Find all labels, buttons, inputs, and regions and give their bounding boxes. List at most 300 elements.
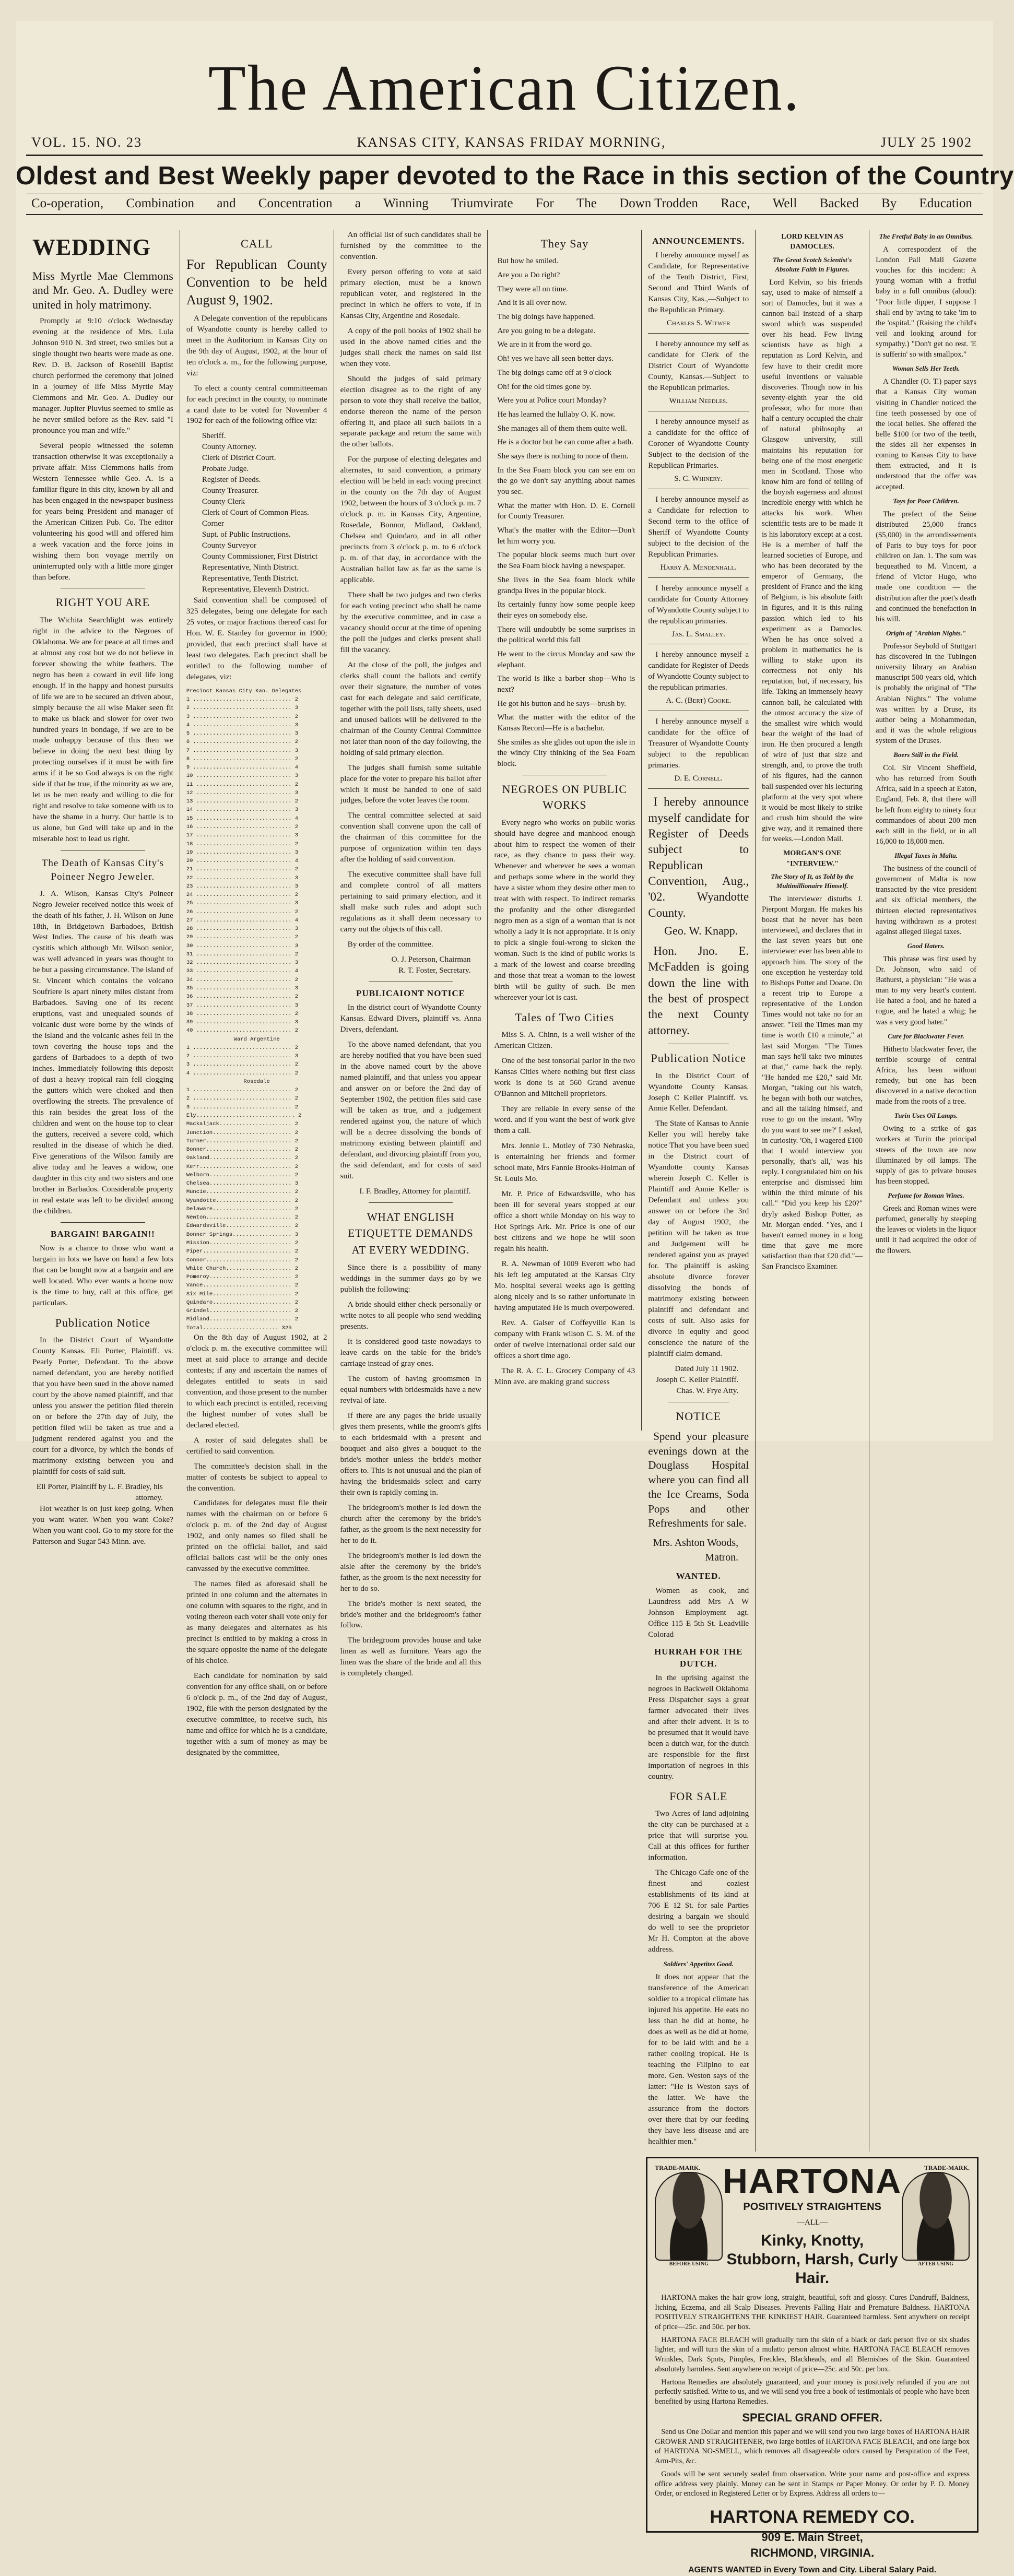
motto-word: Backed	[819, 196, 859, 210]
right-section	[642, 230, 983, 2574]
tally-row: 1 .............................. 2	[186, 1044, 299, 1051]
motto-word: The	[576, 196, 597, 210]
tally-row: Delaware........................ 2	[186, 1206, 299, 1212]
tally-row: 5 .............................. 3	[186, 730, 299, 737]
tally-row: 23 ............................. 3	[186, 883, 299, 890]
teeth-paragraph: A Chandler (O. T.) paper says that a Kansas City woman visiting in Chandler noticed the fine teeth possessed by one of the local belles. She offered the belle $100 for two of the teeth, the sides all her expenses in coming to Kansas City to have them extracted, and it is understood that the offer was accepted.	[876, 377, 977, 491]
tally-row: 12 ............................. 3	[186, 789, 299, 796]
wedding-headline: WEDDING	[32, 234, 151, 260]
tally-row: 31 ............................. 2	[186, 951, 299, 958]
chairman-signature: O. J. Peterson, Chairman	[391, 955, 471, 964]
ad-center	[723, 2161, 902, 2288]
office-list	[186, 431, 327, 595]
tally-row: 8 .............................. 2	[186, 755, 299, 762]
bargain-headline: BARGAIN! BARGAIN!!	[51, 1228, 155, 1239]
motto-word: Down Trodden	[619, 196, 698, 210]
they-say-line: He is a doctor but he can come after a bath.	[497, 438, 633, 447]
tally-total: Total....................... 325	[186, 1325, 292, 1331]
tally-row: Bonner.......................... 2	[186, 1147, 299, 1153]
announcement-name: A. C. (Bert) Cooke.	[666, 696, 732, 705]
publication-notice-headline: Publication Notice	[651, 1051, 746, 1065]
announcement	[648, 417, 749, 489]
announcement	[648, 250, 749, 334]
tally-row: 29 ............................. 2	[186, 934, 299, 941]
announcement-text: I hereby announce my self as candidate for Clerk of the District Court of Wyandotte County, Kansas.—Subject to the Republican primaries.	[648, 339, 749, 393]
issue-date: JULY 25 1902	[881, 135, 972, 150]
they-say-line: But how he smiled.	[497, 257, 559, 266]
tally-row: 15 ............................. 4	[186, 815, 299, 822]
call-lede: For Republican County Convention to be held August 9, 1902.	[186, 257, 327, 308]
announcements-headline: ANNOUNCEMENTS.	[652, 236, 745, 246]
trademark-label: TRADE-MARK.	[924, 2164, 970, 2171]
motto-word: Education	[919, 196, 972, 210]
motto-word: Well	[772, 196, 797, 210]
tales-paragraph: One of the best tonsorial parlor in the two Kansas Cities where nothing but first class work is done is at 560 Grand avenue O'Bannon and Mitchell proprietors.	[494, 1056, 635, 1098]
they-say-line: Are you a Do right?	[497, 271, 560, 280]
office-item: Corner	[202, 519, 224, 528]
tally-row: Newton.......................... 2	[186, 1214, 299, 1221]
announcement-list	[648, 250, 749, 789]
office-item: County Clerk	[202, 497, 245, 506]
tally-row: 2 .............................. 2	[186, 1095, 299, 1102]
tally-row: 39 ............................. 3	[186, 1019, 299, 1026]
hair-types: Kinky, Knotty, Stubborn, Harsh, Curly Hair.	[726, 2231, 898, 2287]
tally-row: 13 ............................. 2	[186, 798, 299, 805]
tally-row: 37 ............................. 3	[186, 1002, 299, 1009]
publication-dated: Dated July 11 1902.	[675, 1364, 739, 1373]
tales-paragraph: Mr. P. Price of Edwardsville, who has been ill for several years stopped at our office a short while Monday on his way to Hot Springs Ark. Mr. Price is one of our best citizens and we hope he will soon regain his health.	[494, 1189, 635, 1253]
boers-paragraph: Col. Sir Vincent Sheffield, who has returned from South Africa, said in a speech at Eaton, England, Feb. 8, that there will be left from eighty to ninety four commandoes of about 200 men each still in the field, or in all 16,000 to 18,000 men.	[876, 764, 977, 846]
call-paragraph: Candidates for delegates must file their names with the chairman on or before 6 o'clock p. m. of the 2nd day of August 1902, and only names so filed shall be printed on the official ballot, and said official ballots cast will be the only ones canvassed by the executive committee.	[186, 1498, 327, 1574]
tales-paragraph: Mrs. Jennie L. Motley of 730 Nebraska, is entertaining her friends and former school mate, Mrs Fannie Brooks-Holman of St. Louis Mo.	[494, 1141, 635, 1184]
they-say-line: What the matter with Hon. D. E. Cornell for County Treasurer.	[497, 501, 635, 521]
ad-body	[655, 2293, 970, 2502]
they-say-line: They were all on time.	[497, 285, 568, 293]
kelvin-paragraph: Lord Kelvin, so his friends say, used to make of himself a sort of Damocles, but it was a cannon ball instead of a sharp sword which was suspended over his head. Few living scientists have as high a reputation as Lord Kelvin, and few have to their credit more useful inventions or valuable discoveries. Though now in his seventy-eighth year the old professor, who for more than half a century occupied the chair of natural philosophy at Glasgow university, still maintains his reputation for being one of the most energetic men in Scotland. Those who know him are fond of telling of the boyish eagerness and almost incredible energy with which he attacks his work. When scientific tests are to be made it is his laboratory except at a cost. He is a member of half the learned societies of Europe, and who has been decorated by the emperor of Germany, the president of France and the king of Belgium, is his absolute faith in figures, and it is this ruling passion which led to his experiment as a Damocles. When he has once solved a problem in mathematics he is willing to stake upon its correctness not only his reputation, but, if necessary, his life. Taking an immensely heavy cannon ball, he calculated with the utmost accuracy the size of the smallest wire which would bear the weight of the load of iron. He then procured a length of wire of just that size and strength, and, to prove the truth of his figures, had the cannon ball suspended over his lecturing platform at the very spot where it would be most likely to strike and crush him should the wire give way, and it remained there for weeks.—London Mail.	[762, 278, 863, 844]
negroes-headline: NEGROES ON PUBLIC WORKS	[502, 782, 628, 812]
announcement-name: S. C. Whinery.	[674, 474, 723, 483]
office-item: County Attorney.	[202, 442, 257, 452]
motto-word: By	[881, 196, 897, 210]
ad-paragraph: HARTONA makes the hair grow long, straight, beautiful, soft and glossy. Cures Dandruff, Baldness, Itching, Eczema, and all Scalp Diseases. Prevents Falling Hair and Premature Baldness. HARTONA POSITIVELY STRAIGHTENS THE KINKIEST HAIR. Guaranteed harmless. Sent anywhere on receipt of price—25c. and 50c. per box.	[655, 2293, 970, 2331]
motto-word: Concentration	[258, 196, 333, 210]
ad-paragraph: Goods will be sent securely sealed from observation. Write your name and post-office and express office address very plainly. Money can be sent in Stamps or Paper Money. Or order by P. O. Money Order, or enclosed in Registered Letter or by Express. Address all orders to—	[655, 2469, 970, 2498]
right-you-are-headline: RIGHT YOU ARE	[55, 596, 150, 609]
tally-row: Oakland......................... 2	[186, 1155, 299, 1162]
call-continued-paragraph: An official list of such candidates shall be furnished by the committee to the convention.	[340, 230, 481, 261]
knapp-announcement	[648, 794, 749, 938]
column-4	[488, 230, 642, 1431]
tally-row: 22 ............................. 3	[186, 875, 299, 881]
they-say-line: She lives in the Sea foam block while grandpa lives in the popular block.	[497, 575, 635, 595]
portrait-before-icon: HARTONA	[655, 2172, 723, 2261]
tally-row: 7 .............................. 3	[186, 747, 299, 754]
call-paragraph: The names filed as aforesaid shall be printed in one column and the alternates in one column with squares to the right, and in voting thereon each voter shall vote only for as many delegates and alternates as his precinct is entitled to by making a cross in the square opposite the name of the delegate of his choice.	[186, 1579, 327, 1665]
company-city: RICHMOND, VIRGINIA.	[750, 2546, 875, 2560]
tally-row: 1 .............................. 2	[186, 1087, 299, 1094]
tally-row: Vance........................... 2	[186, 1282, 299, 1289]
tally-row: 9 .............................. 4	[186, 764, 299, 771]
they-say-line: In the Sea Foam block you can see em on the go we don't say anything about names you sec.	[497, 466, 635, 497]
call-paragraph: A roster of said delegates shall be certified to said convention.	[186, 1435, 327, 1456]
bargain-paragraph: Now is a chance to those who want a bargain in lots we have on hand a few lots that can be bought now at a bargain and are well located. Who ever wants a home now is the time to buy, call at this office, get particulars.	[32, 1244, 173, 1307]
office-item: Clerk of District Court.	[202, 453, 276, 463]
tally-row: 11 ............................. 2	[186, 781, 299, 788]
tally-row: 34 ............................. 2	[186, 976, 299, 983]
column-3	[334, 230, 488, 1678]
hartona-advertisement	[646, 2157, 978, 2574]
they-say-line: The big doings came off at 9 o'clock	[497, 368, 612, 377]
publication-signature: Eli Porter, Plaintiff by L. F. Bradley, his attorney.	[36, 1482, 163, 1502]
tales-paragraph: Rev. A. Galser of Coffeyville Kan is company with Frank wilson C. S. M. of the order of twelve International order said our offices a short time ago.	[494, 1318, 635, 1360]
haters-headline: Good Haters.	[907, 941, 945, 950]
etiquette-paragraph: The bride's mother is next seated, the bride's mother and the bridegroom's father follow.	[340, 1599, 481, 1630]
tally-row: 3 .............................. 2	[186, 1104, 299, 1110]
etiquette-paragraph: The custom of having groomsmen in equal numbers with bridesmaids have a new revival of late.	[340, 1374, 481, 1405]
call-continued-paragraph: Should the judges of said primary election disagree as to the right of any person to vote they shall receive the ballot, endorse thereon the name of the person offering it, and place all such ballots in a separate package and return the same with the other ballots.	[340, 374, 481, 449]
column-7	[869, 230, 983, 2152]
tally-row: Connor.......................... 2	[186, 1257, 299, 1263]
call-paragraph: Each candidate for nomination by said convention for any office shall, on or before 6 o'clock p. m., of the 2nd day of August, 1902, file with the person designated by the executive committee, to receive such, his name and office for which he is a candidate, together with a sum of money as may be designated by the committee,	[186, 1671, 327, 1757]
they-say-line: Were you at Police court Monday?	[497, 396, 606, 405]
tally-row: Piper........................... 2	[186, 1248, 299, 1255]
tally-row: 24 ............................. 2	[186, 892, 299, 899]
right-you-are-paragraph: The Wichita Searchlight was entirely right in the advice to the Negroes of Oklahoma. We are for peace at all times and at almost any cost but we do not believe in forever showing the white feathers. The negro has been a coward in evil life long enough. If in the happy and honest pursuits of life we are to be secured an driven about, simply because the all wise Maker seen fit to make us black and slower for over two hundred years in bondage, if we are to be made unhappy because of this then we believe in doing the next best thing by protecting ourselves if it must be with fire arms if it be so God always is on the right side if that be true, if the minority as we are, let us be men ready and willing to die for right and resolve to take someone with us to have the shame in a hurry. Our battle is to us alone, but God will take up and in the miserable host to lead us right.	[32, 615, 173, 844]
tally-rows	[186, 1086, 327, 1324]
office-item: County Treasurer.	[202, 486, 259, 495]
call-paragraph: A Delegate convention of the republicans of Wyandotte county is hereby called to meet in the Auditorium in Kansas City on the 9th day of August, 1902, at the hour of ten o'clock a. m., for the following purpose, viz:	[186, 313, 327, 377]
etiquette-paragraph: It is considered good taste nowadays to leave cards on the table for the bride's carriage instead of gray ones.	[340, 1337, 481, 1368]
they-say-line: He got his button and he says—brush by.	[497, 699, 626, 708]
ad-paragraph: HARTONA FACE BLEACH will gradually turn the skin of a black or dark person five or six shades lighter, and will turn the skin of a mulatto person almost white. HARTONA FACE BLEACH removes Wrinkles, Dark Spots, Pimples, Freckles, Blackheads, and all Blemishes of the Skin. Guaranteed absolutely harmless. Sent anywhere on receipt of price—25c. and 50c. per box.	[655, 2335, 970, 2373]
publication-notice-paragraph: In the district court of Wyandotte County Kansas. Edward Divers, plaintiff vs. Anna Divers, defendant.	[340, 1003, 481, 1034]
for-sale-headline: FOR SALE	[669, 1790, 728, 1803]
dutch-paragraph: In the uprising against the negroes in Backwell Oklahoma Press Dispatcher says a great farmer advocated their lives and after their advent. It is to be presumed that it would have been a dutch war, for the dutch are responsible for the first importation of negroes in this country.	[648, 1673, 749, 1781]
tally-row: 19 ............................. 3	[186, 849, 299, 856]
tales-paragraph: The R. A. C. L. Grocery Company of 43 Minn ave. are making grand success	[494, 1366, 635, 1386]
tally-row: 27 ............................. 4	[186, 917, 299, 924]
they-say-line: The popular block seems much hurt over the Sea Foam block having a newspaper.	[497, 551, 635, 571]
publication-notice-paragraph: The State of Kansas to Annie Keller you will hereby take notice That you have been sued in the District court of Wyandotte county Kansas wherein Joseph C. Keller is Plaintiff and Annie Keller is Defendant and unless you answer on or before the 3rd day of August 1902, the petition will be taken as true and Judgement will be rendered against you as prayed for. The plaintiff is asking absolute divorce forever dissolving the bonds of matrimony existing between plaintiff and defendant and costs of suit. Also asks for divorce in equity and good conscience the nature of the plaintiff claim demand.	[648, 1119, 749, 1358]
chicago-cafe-paragraph: The Chicago Cafe one of the finest and coziest establishments of its kind at 706 E 12 St. for sale Parties desiring a bargain we should do well to see the proprietor Mr H. Compton at the above address.	[648, 1868, 749, 1954]
announcement-text: I hereby announce myself a candidate for County Attorney of Wyandotte County subject to the republican primaries.	[648, 583, 749, 625]
publication-notice-paragraph: In the District Court of Wyandotte County Kansas. Joseph C Keller Plaintiff. vs. Annie Keller. Defendant.	[648, 1071, 749, 1113]
tally-row: White Church.................... 2	[186, 1265, 299, 1272]
secretary-signature: R. T. Foster, Secretary.	[398, 966, 471, 975]
tally-row: 10 ............................. 3	[186, 773, 299, 779]
announcement-name: Harry A. Mendenhall.	[660, 562, 737, 572]
wedding-paragraph: Promptly at 9:10 o'clock Wednesday evening at the residence of Mrs. Lula Johnson 910 N. 3rd street, two smiles but a single thought two hearts were made as one. Rev. D. B. Jackson of Rosehill Baptist church performed the ceremony that joined in a journey of life Miss Myrtle May Clemmons and Mr. Geo. A. Dudley our manager. Jupiter Pluvius seemed to smile as he never smiled before as the Rev. said "I pronounce you man and wife."	[32, 316, 173, 435]
publication-signature: Joseph C. Keller Plaintiff. Chas. W. Frye Atty.	[656, 1375, 739, 1395]
verse: Hot weather is on just keep going. When you want water. When you want Coke? When you want cool. Go to my store for the Patterson and Sugar 543 Minn. ave.	[32, 1504, 173, 1546]
motto-word: Co-operation,	[31, 196, 104, 210]
tally-row: 18 ............................. 2	[186, 841, 299, 847]
omnibus-paragraph: A correspondent of the London Pall Mall Gazette vouches for this incident: A young woman with a fretful baby in a full omnibus (aloud): "Poor little dipper, I suppose I shall end by 'aving to take 'im to the 'ospital." (Raising the child's veil and looking around for sympathy.) "Don't get no rest. 'E is sufferin' so with smallpox."	[876, 245, 977, 359]
tally-row: Mission......................... 2	[186, 1239, 299, 1246]
tally-row: 38 ............................. 2	[186, 1010, 299, 1017]
call-headline: CALL	[240, 237, 273, 250]
announcement-text: I hereby announce myself as a candidate for the office of Coroner of Wyandotte County Subject to the decision of the Republican Primaries.	[648, 417, 749, 470]
motto	[31, 196, 972, 211]
brand-name: HARTONA	[723, 2161, 902, 2200]
etiquette-paragraph: The bridegroom provides house and take linen as well as furniture. Years ago the linen was the share of the bride and all this is completely changed.	[340, 1636, 481, 1678]
tally-row: 2 .............................. 3	[186, 705, 299, 712]
boers-headline: Boers Still in the Field.	[893, 751, 959, 759]
announcement	[648, 649, 749, 711]
announcement-text: I hereby announce myself as a Candidate for relection to Second term to the office of Sheriff of Wyandotte County subject to the decision of the Republican Primaries.	[648, 494, 749, 559]
they-say-line: Are you going to be a delegate.	[497, 326, 596, 335]
tally-header: Precinct Kansas City Kan. Delegates	[186, 688, 302, 694]
they-say-line: Oh! for the old times gone by.	[497, 382, 592, 391]
motto-word: Triumvirate	[451, 196, 513, 210]
tally-row: 3 .............................. 2	[186, 713, 299, 720]
morgan-paragraph: The interviewer disturbs J. Pierpont Morgan. He makes his boast that he never has been interviewed, and declares that in the last seven years but one interviewer ever has been able to approach him. The story of the one exception he yesterday told to Bishops Potter and Doane. On a recent trip to Europe a representative of the London Times would not take no for an answer. "Tell the Times man my time is worth £10 a minute," at last said Morgan. "The Times man says he'll take two minutes at that," came back the reply. "He handed me £20," said Mr. Morgan, "taking out his watch, he began with both our watches, and all the talking himself, and rose to go on the instant. 'Why do you want to see me?' I asked, in curiosity. 'Oh, I wagered £100 that I would interview you personally, that's all,' was his reply. I congratulated him on his enterprise and dismissed him within the third minute of his call." "Did you keep his £20?" dryly asked Bishop Potter, as Mr. Morgan ended. "Yes, and I haven't earned money in a long time that gave me more satisfaction than that £20 did."—San Francisco Examiner.	[762, 894, 863, 1271]
wedding-lede: Miss Myrtle Mae Clemmons and Mr. Geo. A. Dudley were united in holy matrimony.	[32, 269, 173, 311]
toys-headline: Toys for Poor Children.	[893, 497, 959, 505]
wedding-paragraph: Several people witnessed the solemn transaction otherwise it was exceptionally a private affair. Miss Clemmons hails from Western Tennessee while Geo. A. is a familiar figure in this city, known by all and has been engaged in the newspaper business for years being President and manager of the American Citizen Pub. Co. The editor volunteering his good will and offered him a week vacation and the force joins in wishing them bon voyage merrily on uninterrupted only with a little more ginger than before.	[32, 441, 173, 582]
motto-word: and	[217, 196, 236, 210]
malta-paragraph: The business of the council of government of Malta is now transacted by the vice president and six official members, the thirteen elected representatives having withdrawn as a protest against alleged illegal taxes.	[876, 865, 977, 936]
announcement-text: I hereby announce myself candidate for Register of Deeds subject to Republican Convention, Aug., '02. Wyandotte County.	[648, 795, 749, 919]
motto-word: Race,	[721, 196, 750, 210]
office-item: Register of Deeds.	[202, 475, 261, 485]
they-say-line: We are in it from the word go.	[497, 340, 592, 349]
wanted-paragraph: Women as cook, and Laundress add Mrs A W Johnson Employment agt. Office 115 E 5th St. Leadville Colorad	[648, 1586, 749, 1639]
ad-header-row	[655, 2161, 970, 2288]
all-label: —ALL—	[797, 2218, 828, 2227]
announcement-text: I hereby announce myself a candidate for the office of Treasurer of Wyandotte County subject to the republican primaries.	[648, 717, 749, 770]
wanted-headline: WANTED.	[676, 1571, 721, 1581]
tally-row: 33 ............................. 4	[186, 968, 299, 975]
tally-row: Pomeroy......................... 2	[186, 1274, 299, 1281]
call-continued-paragraph: Every person offering to vote at said primary election, must be a known republican voter, and registered in the precinct in which he offers to vote, if in Kansas City, Argentine and Rosedale.	[340, 267, 481, 320]
announcement-text: I hereby announce myself a candidate for Register of Deeds of Wyandotte County subject to the republican primaries.	[648, 650, 749, 692]
notice-signature: Mrs. Ashton Woods, Matron.	[653, 1537, 739, 1563]
column-5	[642, 230, 756, 2152]
announcement	[648, 494, 749, 578]
tally-rows	[186, 695, 327, 1035]
wines-paragraph: Greek and Roman wines were perfumed, generally by steeping the leaves or violets in the liquor until it had acquired the odor of the flowers.	[876, 1204, 977, 1255]
motto-word: Winning	[383, 196, 429, 210]
tales-paragraph: R. A. Newman of 1009 Everett who had his left leg amputated at the Kansas City Mo. hospital several weeks ago is getting along nicely and is so rather unfortunate in having amputated He is much overpowered.	[494, 1259, 635, 1312]
office-item: County Surveyor	[202, 541, 257, 550]
announcement-name: Charles S. Witwer	[666, 318, 730, 328]
call-continued-paragraph: The central committee selected at said convention shall convene upon the call of the chairman of this committee for the purpose of organization within ten days after the holding of said convention.	[340, 811, 481, 864]
fever-headline: Cure for Blackwater Fever.	[888, 1032, 964, 1040]
notice-headline: NOTICE	[676, 1409, 722, 1423]
etiquette-paragraph: The bridegroom's mother is led down the aisle after the ceremony by the bride's father, as the groom is the next necessity for her to do so.	[340, 1551, 481, 1593]
announcement-text: I hereby announce myself as Candidate, for Representative of the Tenth District, First, Second and Third Wards of Kansas City, Kas.,—Subject to the Republican Primary.	[648, 251, 749, 315]
they-say-line: She says there is nothing to none of them.	[497, 452, 629, 460]
etiquette-headline: WHAT ENGLISH ETIQUETTE DEMANDS AT EVERY WEDDING.	[348, 1210, 474, 1256]
motto-rule	[26, 214, 983, 215]
tally-row: 32 ............................. 3	[186, 960, 299, 966]
column-6	[756, 230, 869, 2152]
tally-row: Grindel......................... 2	[186, 1308, 299, 1315]
tally-row: Wyandotte....................... 2	[186, 1197, 299, 1204]
they-say-line: He has learned the lullaby O. K. now.	[497, 410, 616, 419]
office-item: Representative, Eleventh District.	[202, 585, 309, 594]
announcement-name: William Needles.	[669, 396, 728, 406]
call-continued-paragraph: For the purpose of electing delegates and alternates, to said convention, a primary election will be held in each voting precinct in the county on the 7th day of August 1902, between the hours of 3 o'clock p. m. 7 o'clock p. m. in Kansas City, Argentine, Rosedale, Bonnor, Midland, Oakland, Chelsea and Quindaro, and in all other precincts from 3 o'clock p. m. to 6 o'clock p. m. of that day, in accordance with the Australian ballot law as far as the same is applicable.	[340, 455, 481, 585]
etiquette-paragraph: The bridegroom's mother is led down the church after the ceremony by the bride's father, as the groom is the next necessity for her to do it.	[340, 1503, 481, 1545]
tally-row: 4 .............................. 2	[186, 1070, 299, 1077]
office-item: Supt. of Public Instructions.	[202, 530, 291, 539]
soldiers-paragraph: It does not appear that the transference of the American soldier to a tropical climate has injured his appetite. He eats no less than he did at home, he does as well as he did at home, for to be laid with and be a rather cooling tropical. He is teaching the Filipino to eat more. Gen. Weston says of the latter: "He is Weston says of the latter. We have the assurance from the doctors over there that by our feeding they have less disease and are healthier men."	[648, 1972, 749, 2146]
tales-headline: Tales of Two Cities	[515, 1011, 615, 1024]
company-address: 909 E. Main Street,	[761, 2530, 863, 2544]
office-item: Clerk of Court of Common Pleas.	[202, 508, 309, 517]
announcement	[648, 583, 749, 645]
tales-paragraph: They are reliable in every sense of the word. and if you want the best of work give them a call.	[494, 1104, 635, 1136]
tally-row: Mackaljack...................... 2	[186, 1121, 299, 1128]
tally-row: 14 ............................. 3	[186, 807, 299, 813]
morgan-headline: MORGAN'S ONE "INTERVIEW."	[783, 849, 842, 868]
teeth-headline: Woman Sells Her Teeth.	[892, 364, 960, 373]
call-paragraph: The committee's decision shall in the matter of contests be subject to appeal to the convention.	[186, 1461, 327, 1493]
they-say-line: Its certainly funny how some people keep their eyes on somebody else.	[497, 600, 635, 620]
they-say-list	[494, 256, 635, 770]
negroes-paragraph: Every negro who works on public works should have degree and manhood enough about him to respect the women of their race, as they chance to pass their way. Whenever and wherever he sees a woman and perhaps some where in the world they have a sister whom they desire other men to treat with with respect. To indirect remarks the profanity and the other disregarded negro men as a sign of a woman that is not wholly a lady it is not appropriate. It is only to pick a single foul-wrong to sicken the woman. Such is the kind of public works is a mark of the lowest and coarse breeding and those that treat a woman to the lowest birth will be guilty of such. Be men whereever your lot is cast.	[494, 818, 635, 1002]
dutch-headline: HURRAH FOR THE DUTCH.	[654, 1646, 743, 1669]
office-item: Representative, Ninth District.	[202, 563, 299, 572]
divider	[369, 1202, 453, 1203]
soldiers-headline: Soldiers' Appetites Good.	[663, 1960, 734, 1968]
announcement	[648, 716, 749, 789]
etiquette-paragraph: If there are any pages the bride usually gives them presents, while the groom's gifts to each bridesmaid with a present and bouquet and also gives a bouquet to the bride's mother unless the bride's mother offers to. This is not unusual and the plan of having the bridesmaids select and carry their own is rapidly coming in.	[340, 1411, 481, 1497]
motto-word: Combination	[126, 196, 195, 210]
ad-paragraph: Hartona Remedies are absolutely guaranteed, and your money is positively refunded if you are not perfectly satisfied. Write to us, and we will send you free a book of testimonials of people who have been benefited by using Hartona Remedies.	[655, 2378, 970, 2406]
call-paragraph: Said convention shall be composed of 325 delegates, being one delegate for each 25 votes, or major fractions thereof cast for Hon. W. E. Stanley for governor in 1900; provided, that each precinct shall have at least two delegates. Each precinct shall be entitled to the following number of delegates, viz:	[186, 595, 327, 681]
divider	[61, 1222, 145, 1223]
columns	[26, 230, 983, 2574]
brand-tagline: POSITIVELY STRAIGHTENS	[743, 2201, 881, 2213]
tally-row: 1 .............................. 2	[186, 696, 299, 703]
tally-row: Welborn......................... 2	[186, 1172, 299, 1178]
call-paragraph: To elect a county central committeeman for each precinct in the county, to nominate a cand date to be voted for November 4 1902 for each of the following office viz:	[186, 383, 327, 426]
newspaper-page	[16, 21, 1014, 2574]
dateline-place: KANSAS CITY, KANSAS FRIDAY MORNING,	[357, 135, 666, 150]
publication-signature: I. F. Bradley, Attorney for plaintiff.	[359, 1186, 471, 1196]
trademark-label: TRADE-MARK.	[655, 2164, 701, 2171]
they-say-line: What the matter with the editor of the Kansas Record—He is a bachelor.	[497, 713, 635, 733]
office-item: County Commissioner, First District	[202, 552, 318, 561]
tally-row: 20 ............................. 4	[186, 858, 299, 865]
wines-headline: Perfume for Roman Wines.	[888, 1191, 964, 1200]
they-say-line: There will undoubtly be some surprises in the political world this fall	[497, 625, 635, 645]
tally-row: Junction........................ 2	[186, 1129, 299, 1136]
tally-row: Edwardsville.................... 2	[186, 1223, 299, 1230]
turin-paragraph: Owing to a strike of gas workers at Turin the principal streets of the town are now illuminated by oil lamps. The supply of gas to private houses has been stopped.	[876, 1125, 977, 1186]
after-label: AFTER USING	[917, 2261, 954, 2267]
tally-row: 25 ............................. 3	[186, 900, 299, 907]
announcement-name: D. E. Cornell.	[674, 774, 723, 783]
toys-paragraph: The prefect of the Seine distributed 25,000 francs ($5,000) in the arrondissements of Paris to buy toys for poor children on Jan. 1. The sum was bequeathed to M. Vincent, a friend of Victor Hugo, who made one condition — the distribution after the poet's death and continued the benefaction in his will.	[876, 510, 977, 623]
arabian-paragraph: Professor Seybold of Stuttgart has discovered in the Tubingen university library an Arabian manuscript 500 years old, which is probably the original of "The Arabian Nights." The volume was written by a Druse, its author being a Mohammedan, and it was the whole religious system of the Druses.	[876, 642, 977, 745]
volume-number: VOL. 15. NO. 23	[31, 135, 142, 150]
arabian-headline: Origin of "Arabian Nights."	[886, 629, 966, 637]
office-item: Probate Judge.	[202, 464, 249, 474]
publication-notice-headline: Publication Notice	[55, 1316, 151, 1329]
tally-row: Chelsea......................... 3	[186, 1180, 299, 1187]
column-2	[180, 230, 334, 1757]
ad-right	[902, 2164, 970, 2268]
tally-row: 35 ............................. 3	[186, 985, 299, 992]
agents-wanted: AGENTS WANTED in Every Town and City. Liberal Salary Paid.	[688, 2565, 937, 2574]
tally-row: 2 .............................. 3	[186, 1053, 299, 1060]
tagline: Oldest and Best Weekly paper devoted to the Race in this section of the Country	[16, 162, 1014, 190]
call-continued-paragraph: The executive committee shall have full and complete control of all matters pertaining to said primary election, and it shall make such rules and adopt such regulations as it shall deem necessary to carry out the objects of this call.	[340, 870, 481, 934]
tally-header: Rosedale	[243, 1078, 270, 1085]
ad-left	[655, 2164, 723, 2268]
tally-row: Six Mile........................ 2	[186, 1291, 299, 1297]
kelvin-headline: LORD KELVIN AS DAMOCLES.	[781, 233, 843, 251]
tally-row: 17 ............................. 3	[186, 832, 299, 839]
office-item: Representative, Tenth District.	[202, 574, 299, 583]
motto-word: a	[355, 196, 361, 210]
column-1	[26, 230, 180, 1546]
they-say-line: Oh! yes we have all seen better days.	[497, 355, 614, 363]
tally-row: Ely.............................. 2	[186, 1113, 302, 1119]
dateline	[31, 135, 972, 150]
tally-row: Muncie.......................... 2	[186, 1189, 299, 1196]
tales-paragraph: Miss S. A. Chinn, is a well wisher of the American Citizen.	[494, 1030, 635, 1050]
motto-word: For	[535, 196, 554, 210]
they-say-line: What's the matter with the Editor—Don't let him worry you.	[497, 526, 635, 546]
tally-row: 4 .............................. 3	[186, 722, 299, 728]
tally-row: 26 ............................. 2	[186, 908, 299, 915]
call-continued-paragraph: A copy of the poll books of 1902 shall be used in the above named cities and the judges shall check the names on said list when they vote.	[340, 326, 481, 368]
tally-row: 40 ............................. 2	[186, 1027, 299, 1034]
call-continued-paragraph: There shall be two judges and two clerks for each voting precinct who shall be name by the executive committee, and in case a vacancy should occur at the time of opening the poll the judges and clerks present shall fill the vacancy.	[340, 590, 481, 654]
they-say-line: She manages all of them them quite well.	[497, 424, 627, 433]
publication-notice-paragraph: To the above named defendant, that you are hereby notified that you have been sued in the above named court by the above named plaintiff, and that unless you appear and answer on or before the 2nd day of September 1902, the petition files said case will be taken as true, and a judgement rendered against you, the nature of which will be a decree dissolving the bonds of matrimony existing between plaintiff and defendant, and divorcing plaintiff from you, the said defendant, and for costs of said suit.	[340, 1040, 481, 1180]
tally-row: Kerr............................ 2	[186, 1163, 299, 1170]
announcement-name: Jas. L. Smalley.	[671, 629, 725, 639]
death-paragraph: J. A. Wilson, Kansas City's Poineer Negro Jeweler received notice this week of the death of his father, J. H. Wilson on June 18th, in Bridgetown Barbadoes, British West Indies. The cause of his death was cystitis which although Mr. Wilson senior, was well advanced in years was thought to be but a passing circumstance. The island of St. Vincent which contains the volcano Soufriere is apart ninety miles distant from Barbadoes. Saving one of its recent eruptions, vast and unequaled sounds of volcanic dust were borne by the winds of the island and the volcanic ashes fell in the town covering the house tops and the gardens of Barbadoes to a depth of two inches. Immediately following this deposit of dust a heavy tropical rain fell clogging the gutters which were choked and then overflowing the streets. The prevalence of this rain besides the great loss of the children and went on the house top to clear the gutters, received a severe cold, which resulted in the disease of which he died. Five generations of the Wilson family are alive today and he leaves a widow, one daughter in this city and two sisters and one brother in Barbados. Considerable property in real estate was left to be divided among the children.	[32, 889, 173, 1215]
ad-paragraph: Send us One Dollar and mention this paper and we will send you two large boxes of HARTONA HAIR GROWER AND STRAIGHTENER, two large bottles of HARTONA FACE BLEACH, and one large box of HARTONA NO-SMELL, which removes all disagreeable odors caused by Perspiration of the Feet, Arm-Pits, &c.	[655, 2427, 970, 2466]
they-say-line: The world is like a barber shop—Who is next?	[497, 675, 635, 694]
notice-paragraph: Spend your pleasure evenings down at the Douglass Hospital where you can find all the Ice Creams, Soda Pops and other Refreshments for sale.	[648, 1430, 749, 1530]
death-headline: The Death of Kansas City's Poineer Negro Jeweler.	[41, 858, 164, 883]
call-continued-paragraph: By order of the committee.	[347, 940, 433, 949]
etiquette-paragraph: Since there is a possibility of many weddings in the summer days go by we publish the following:	[340, 1263, 481, 1294]
morgan-subhead: The Story of It, as Told by the Multimillionaire Himself.	[771, 872, 854, 890]
they-say-line: And it is all over now.	[497, 299, 567, 308]
office-item: Sheriff.	[202, 431, 226, 441]
tally-row: Midland......................... 2	[186, 1316, 299, 1323]
portrait-after-icon: HARTONA	[902, 2172, 970, 2261]
tally-row: Turner.......................... 2	[186, 1138, 299, 1144]
tally-row: 30 ............................. 3	[186, 942, 299, 949]
delegate-tally	[186, 687, 327, 1332]
tally-row: 28 ............................. 3	[186, 926, 299, 932]
tally-row: 36 ............................. 2	[186, 994, 299, 1000]
announcement	[648, 339, 749, 411]
publication-notice-paragraph: In the District Court of Wyandotte County Kansas. Eli Porter, Plaintiff. vs. Pearly Porter, Defendant. To the above named defendant, you are hereby notified that you have been sued in the above named court by the above named plaintiff, and that unless you answer the petition filed therein on or before the 27th day of July, the petition filed will be taken as true and a judgment rendered against you and the court for a divorce, by which the bonds of matrimony existing between you and plaintiff for costs of said suit.	[32, 1336, 173, 1476]
special-offer-headline: SPECIAL GRAND OFFER.	[742, 2410, 882, 2424]
tally-row: 3 .............................. 2	[186, 1061, 299, 1068]
etiquette-paragraph: A bride should either check personally or write notes to all people who send wedding presents.	[340, 1300, 481, 1331]
tally-row: Quindaro........................ 2	[186, 1299, 299, 1306]
masthead-title: The American Citizen.	[208, 52, 801, 124]
tally-row: 6 .............................. 2	[186, 739, 299, 746]
kelvin-subhead: The Great Scotch Scientist's Absolute Faith in Figures.	[772, 255, 852, 273]
call-continued-paragraph: At the close of the poll, the judges and clerks shall count the ballots and certify over their signature, the number of votes cast for each delegate and said certificate, together with the poll lists, tally sheets, used and unused ballots will be delivered to the chairman of the County Central Committee not later than noon of the day following, the holding of said primary election.	[340, 660, 481, 757]
tally-row: Bonner Springs.................. 3	[186, 1231, 299, 1238]
they-say-line: She smiles as she glides out upon the isle in the windy City thinking of the Sea Foam block.	[497, 738, 635, 769]
malta-headline: Illegal Taxes in Malta.	[894, 852, 958, 860]
